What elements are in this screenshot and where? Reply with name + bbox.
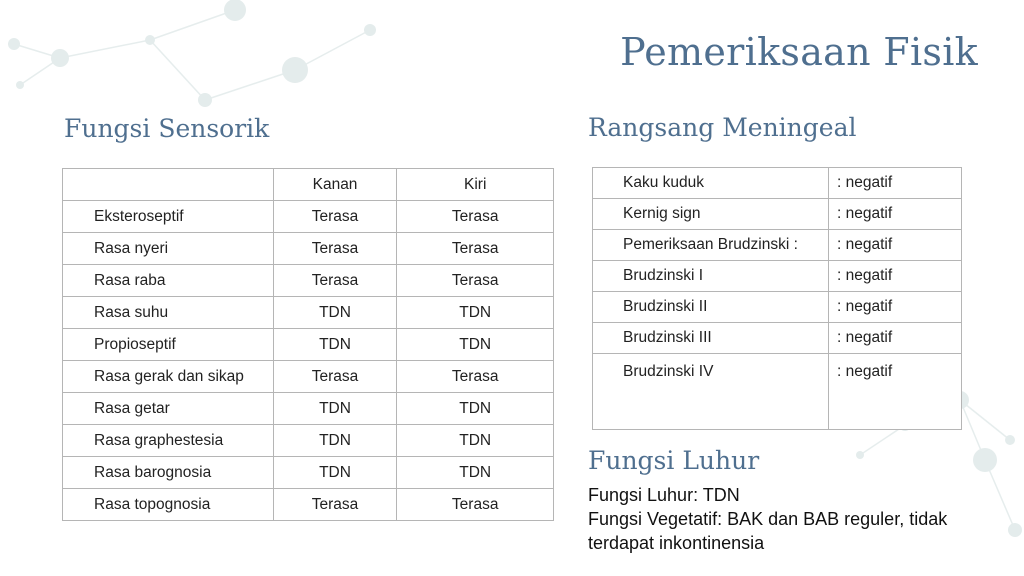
table-row	[63, 265, 554, 297]
table-cell: Terasa	[273, 489, 397, 521]
table-cell: Terasa	[397, 201, 554, 233]
table-cell: TDN	[273, 425, 397, 457]
table-cell: TDN	[397, 329, 554, 361]
table-cell: : negatif	[829, 292, 962, 323]
table-row	[593, 323, 962, 354]
table-cell: TDN	[273, 393, 397, 425]
table-row	[63, 361, 554, 393]
table-cell: Kaku kuduk	[593, 168, 829, 199]
table-header-row	[63, 169, 554, 201]
table-row	[63, 297, 554, 329]
luhur-heading: Fungsi Luhur	[588, 446, 760, 475]
table-row	[593, 292, 962, 323]
table-cell: Rasa topognosia	[63, 489, 274, 521]
table-row	[593, 230, 962, 261]
table-cell: Rasa graphestesia	[63, 425, 274, 457]
table-cell: TDN	[273, 457, 397, 489]
table-cell: Kernig sign	[593, 199, 829, 230]
table-row	[63, 393, 554, 425]
table-cell: Brudzinski I	[593, 261, 829, 292]
table-cell: Terasa	[397, 489, 554, 521]
table-cell: Eksteroseptif	[63, 201, 274, 233]
table-row	[63, 329, 554, 361]
table-cell: : negatif	[829, 261, 962, 292]
table-cell: Rasa nyeri	[63, 233, 274, 265]
table-row	[63, 201, 554, 233]
table-cell: : negatif	[829, 354, 962, 430]
table-row	[63, 233, 554, 265]
table-cell: Rasa gerak dan sikap	[63, 361, 274, 393]
table-row	[593, 261, 962, 292]
table-cell: TDN	[397, 457, 554, 489]
table-cell: Pemeriksaan Brudzinski :	[593, 230, 829, 261]
meningeal-heading: Rangsang Meningeal	[588, 113, 857, 142]
table-cell: : negatif	[829, 323, 962, 354]
table-cell: TDN	[397, 297, 554, 329]
table-row	[63, 489, 554, 521]
table-cell: Terasa	[397, 265, 554, 297]
table-cell: Brudzinski II	[593, 292, 829, 323]
table-cell: Terasa	[273, 361, 397, 393]
header-cell: Kiri	[397, 169, 554, 201]
table-cell: TDN	[397, 425, 554, 457]
table-cell: Rasa getar	[63, 393, 274, 425]
table-cell: : negatif	[829, 199, 962, 230]
table-cell: Rasa raba	[63, 265, 274, 297]
header-cell: Kanan	[273, 169, 397, 201]
header-cell	[63, 169, 274, 201]
sensorik-table	[62, 168, 554, 521]
table-cell: Terasa	[273, 265, 397, 297]
table-row	[593, 354, 962, 430]
table-cell: Terasa	[397, 361, 554, 393]
luhur-text-block	[588, 483, 1008, 555]
table-cell: TDN	[397, 393, 554, 425]
table-row	[593, 168, 962, 199]
table-row	[593, 199, 962, 230]
page-title: Pemeriksaan Fisik	[620, 30, 978, 74]
table-cell: Rasa suhu	[63, 297, 274, 329]
table-cell: : negatif	[829, 230, 962, 261]
meningeal-table	[592, 167, 962, 430]
luhur-line: Fungsi Luhur: TDN	[588, 485, 740, 505]
vegetatif-line: Fungsi Vegetatif: BAK dan BAB reguler, tidak terdapat inkontinensia	[588, 509, 948, 553]
table-cell: Rasa barognosia	[63, 457, 274, 489]
table-cell: TDN	[273, 329, 397, 361]
table-row	[63, 425, 554, 457]
table-cell: TDN	[273, 297, 397, 329]
table-cell: Terasa	[273, 233, 397, 265]
table-cell: Propioseptif	[63, 329, 274, 361]
table-cell: : negatif	[829, 168, 962, 199]
table-cell: Brudzinski IV	[593, 354, 829, 430]
table-cell: Terasa	[273, 201, 397, 233]
table-cell: Brudzinski III	[593, 323, 829, 354]
table-cell: Terasa	[397, 233, 554, 265]
sensorik-heading: Fungsi Sensorik	[64, 114, 270, 143]
table-row	[63, 457, 554, 489]
